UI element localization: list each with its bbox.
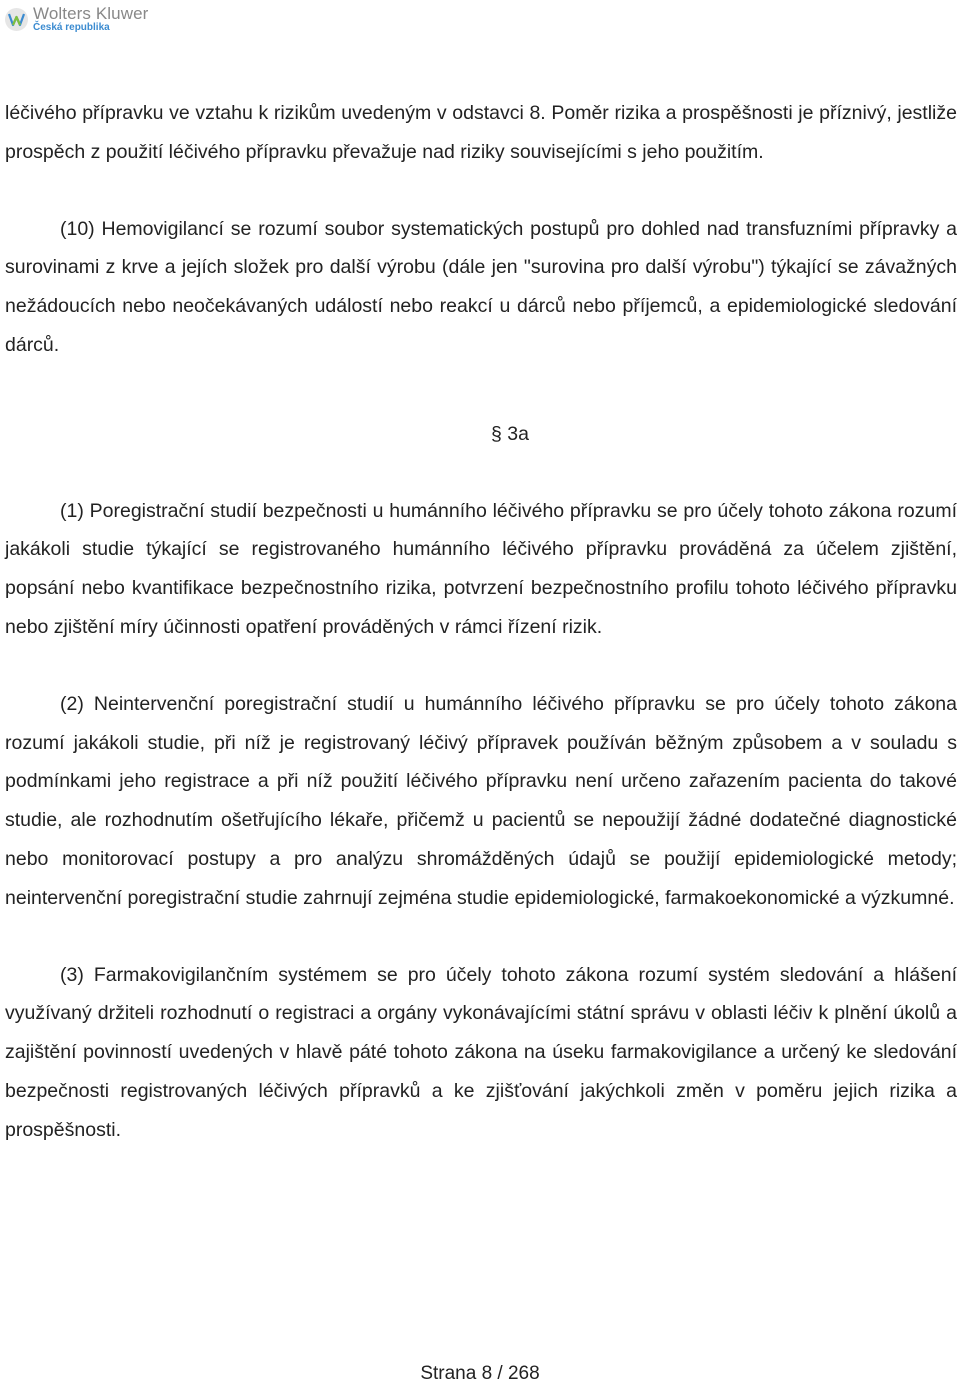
section-heading: § 3a <box>491 422 529 445</box>
wolters-kluwer-logo-icon <box>4 7 29 32</box>
document-body <box>5 94 957 1150</box>
publisher-logo <box>4 2 148 36</box>
intro-paragraph: léčivého přípravku ve vztahu k rizikům uvedeným v odstavci 8. Poměr rizika a prospěšnosti je příznivý, jestliže prospěch z použití léčivého přípravku převažuje nad riziky souvisejícími s jeho použitím. <box>5 102 957 163</box>
paragraph-10: (10) Hemovigilancí se rozumí soubor systematických postupů pro dohled nad transfuzními přípravky a surovinami z krve a jejích složek pro další výrobu (dále jen "surovina pro další výrobu") týkající se závažných nežádoucích nebo neočekávaných událostí nebo reakcí u dárců nebo příjemců, a epidemiologické sledování dárců. <box>5 217 957 356</box>
paragraph-2: (2) Neintervenční poregistrační studií u humánního léčivého přípravku se pro účely tohoto zákona rozumí jakákoli studie, při níž je registrovaný léčivý přípravek používán běžným způsobem a v souladu s podmínkami jeho registrace a při níž použití léčivého přípravku není určeno zařazením pacienta do takové studie, ale rozhodnutím ošetřujícího lékaře, přičemž u pacientů se nepoužijí žádné dodatečné diagnostické nebo monitorovací postupy a pro analýzu shromážděných údajů se použijí epidemiologické metody; neintervenční poregistrační studie zahrnují zejména studie epidemiologické, farmakoekonomické a výzkumné. <box>5 692 957 909</box>
logo-subtitle: Česká republika <box>33 22 110 33</box>
logo-name: Wolters Kluwer <box>33 4 149 23</box>
paragraph-1: (1) Poregistrační studií bezpečnosti u humánního léčivého přípravku se pro účely tohoto zákona rozumí jakákoli studie týkající se registrovaného humánního léčivého přípravku prováděná za účelem zjištění, popsání nebo kvantifikace bezpečnostního rizika, potvrzení bezpečnostního profilu tohoto léčivého přípravku nebo zjištění míry účinnosti opatření prováděných v rámci řízení rizik. <box>5 499 957 638</box>
page-number: Strana 8 / 268 <box>420 1363 540 1384</box>
paragraph-3: (3) Farmakovigilančním systémem se pro účely tohoto zákona rozumí systém sledování a hlášení využívaný držiteli rozhodnutí o registraci a orgány vykonávajícími státní správu v oblasti léčiv k plnění úkolů a zajištění povinností uvedených v hlavě páté tohoto zákona na úseku farmakovigilance a určený ke sledování bezpečnosti registrovaných léčivých přípravků a ke zjišťování jakýchkoli změn v poměru jejich rizika a prospěšnosti. <box>5 963 957 1141</box>
